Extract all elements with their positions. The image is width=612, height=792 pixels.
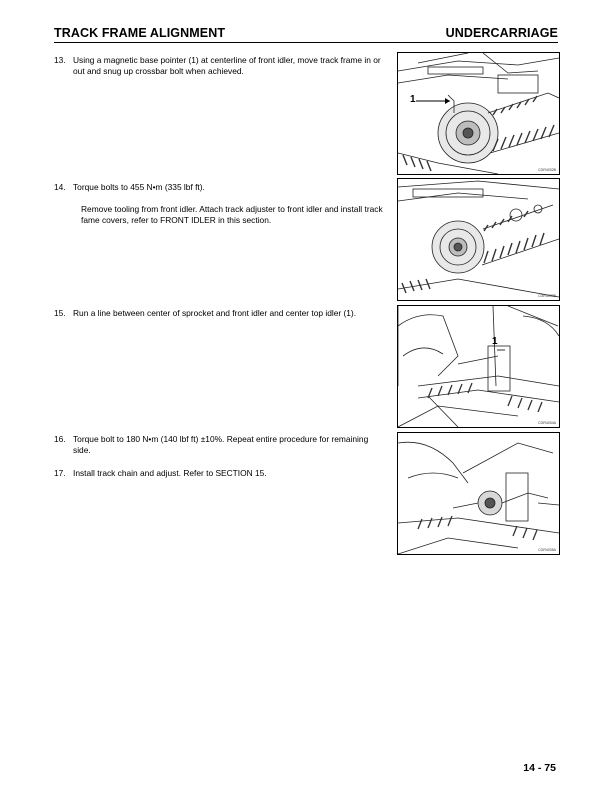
figure-idler-assembly (397, 178, 560, 301)
step-number: 14. (54, 182, 66, 192)
line-alignment-illustration (398, 306, 559, 427)
step-number: 16. (54, 434, 66, 444)
figure-torque-bolt (397, 432, 560, 555)
step-number: 13. (54, 55, 66, 65)
page-number: 14 - 75 (523, 762, 556, 774)
step-text: Install track chain and adjust. Refer to SECTION 15. (73, 468, 267, 478)
step-16 (54, 434, 384, 456)
step-note: Remove tooling from front idler. Attach track adjuster to front idler and install track fame covers, refer to FRONT IDLER in this section. (81, 203, 383, 225)
step-text: Run a line between center of sprocket and front idler and center top idler (1). (73, 308, 357, 318)
step-text: Torque bolt to 180 N•m (140 lbf ft) ±10%. Repeat entire procedure for remaining side. (73, 434, 369, 455)
step-number: 15. (54, 308, 66, 318)
idler-assembly-illustration (398, 179, 559, 300)
step-14 (54, 182, 384, 225)
figure-callout: 1 (492, 336, 498, 347)
step-15 (54, 308, 384, 319)
chapter-title: UNDERCARRIAGE (445, 26, 558, 40)
step-17 (54, 468, 384, 479)
step-text: Torque bolts to 455 N•m (335 lbf ft). (73, 182, 205, 192)
step-13 (54, 55, 384, 77)
figure-pointer-at-idler (397, 52, 560, 175)
figure-code: CGR4032B (538, 168, 556, 172)
figure-code: CGR4033B (538, 294, 556, 298)
step-text: Using a magnetic base pointer (1) at centerline of front idler, move track frame in or out and snug up crossbar bolt when achieved. (73, 55, 381, 76)
figure-line-alignment (397, 305, 560, 428)
torque-bolt-illustration (398, 433, 559, 554)
idler-pointer-illustration (398, 53, 559, 174)
figure-callout: 1 (410, 94, 416, 105)
figure-code: CGR4034A (538, 421, 556, 425)
figure-code: CGR4035A (538, 548, 556, 552)
page-header (54, 26, 558, 43)
section-title: TRACK FRAME ALIGNMENT (54, 26, 226, 40)
step-number: 17. (54, 468, 66, 478)
